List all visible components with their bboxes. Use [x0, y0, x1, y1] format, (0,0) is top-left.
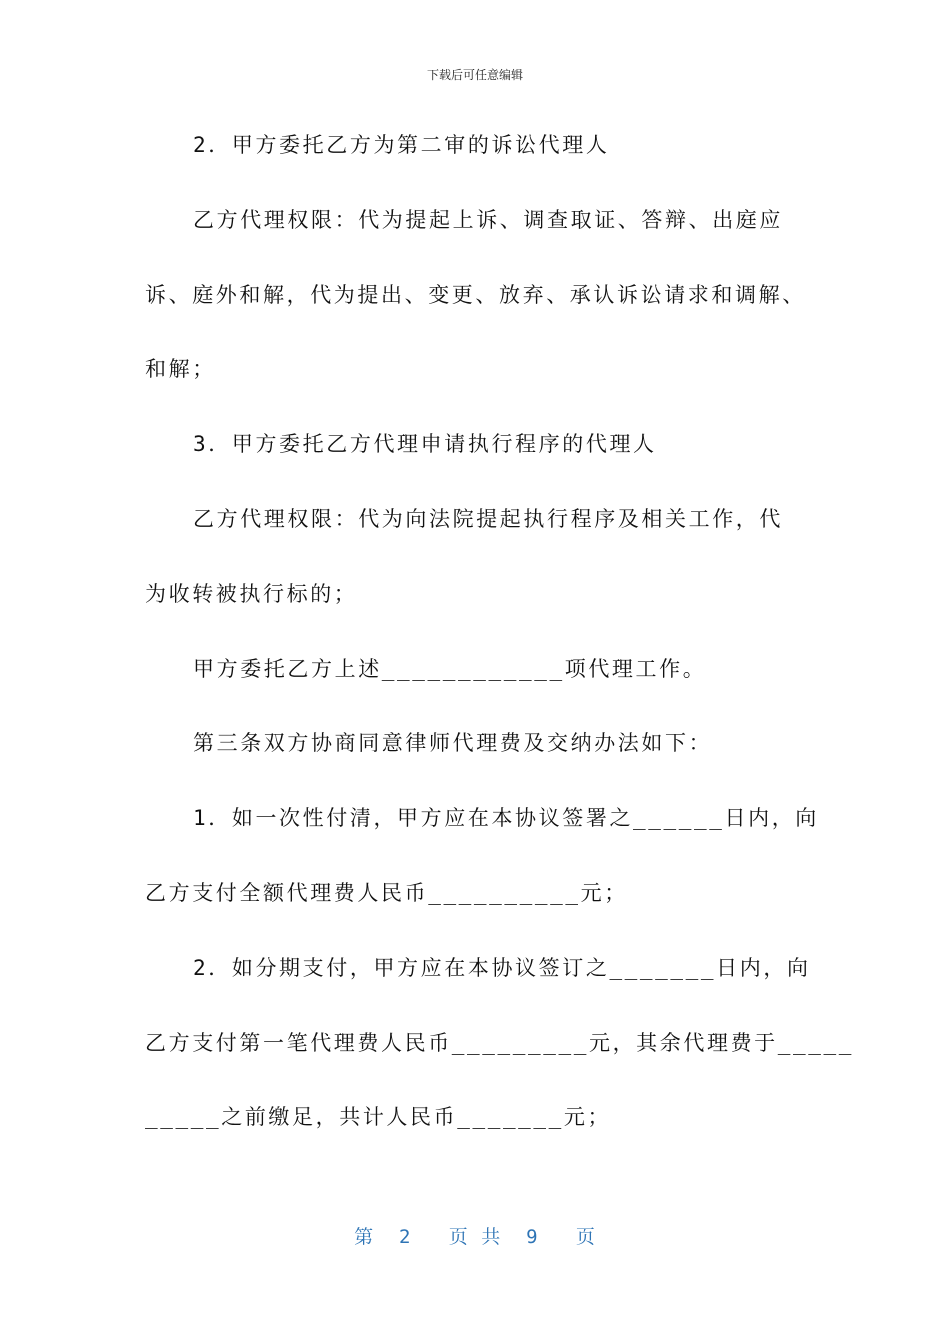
page-header: 下载后可任意编辑 [426, 68, 523, 82]
paragraph-line: 和解； [145, 357, 216, 382]
paragraph-line: 为收转被执行标的； [145, 581, 358, 606]
paragraph-line: 3．甲方委托乙方代理申请执行程序的代理人 [193, 432, 657, 457]
paragraph-line: 第三条双方协商同意律师代理费及交纳办法如下： [193, 731, 713, 756]
paragraph-line: 1．如一次性付清，甲方应在本协议签署之______日内，向 [193, 806, 819, 831]
paragraph-line: 乙方代理权限：代为提起上诉、调查取证、答辩、出庭应 [193, 207, 783, 232]
document-body [145, 121, 855, 1168]
paragraph-line: 2．如分期支付，甲方应在本协议签订之_______日内，向 [193, 955, 811, 980]
paragraph-line: 甲方委托乙方上述____________项代理工作。 [193, 656, 707, 681]
paragraph-line: 乙方支付全额代理费人民币__________元； [145, 880, 628, 905]
paragraph-line: 乙方代理权限：代为向法院提起执行程序及相关工作，代 [193, 506, 783, 531]
paragraph-line: _____之前缴足，共计人民币_______元； [145, 1105, 612, 1130]
page-number-footer: 第 2 页 共 9 页 [354, 1226, 596, 1248]
paragraph-line: 乙方支付第一笔代理费人民币_________元，其余代理费于_____ [145, 1030, 855, 1055]
paragraph-line: 2．甲方委托乙方为第二审的诉讼代理人 [193, 133, 610, 157]
paragraph-line: 诉、庭外和解，代为提出、变更、放弃、承认诉讼请求和调解、 [145, 282, 806, 307]
